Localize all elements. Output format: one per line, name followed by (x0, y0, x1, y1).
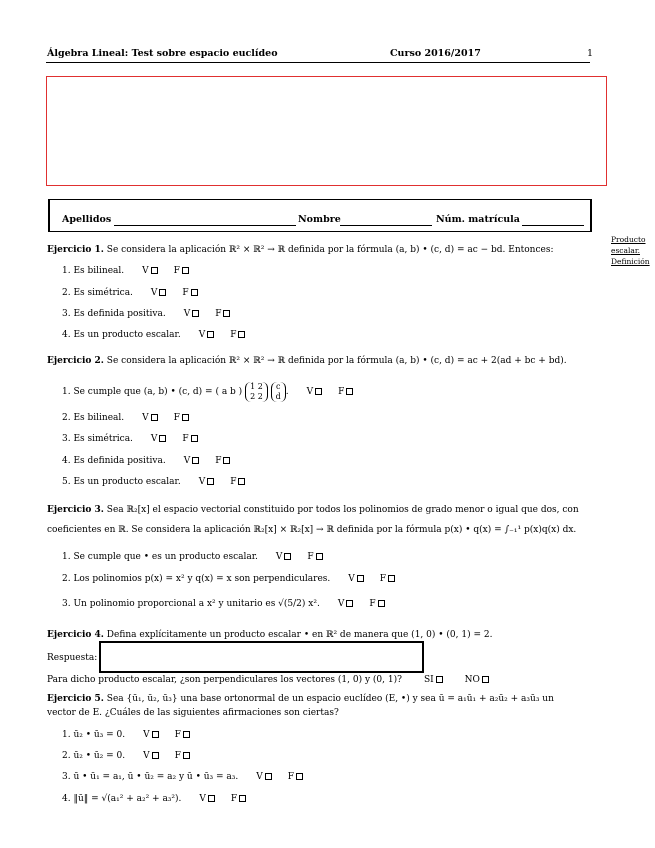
checkbox-true[interactable] (207, 478, 214, 485)
answer-input[interactable] (99, 641, 424, 673)
ex3-title: Ejercicio 3. (47, 505, 104, 515)
ex3-item-2: 2. Los polinomios p(x) = x² y q(x) = x son perpendiculares. V F (62, 574, 395, 584)
ex1-item-4: 4. Es un producto escalar. V F (62, 330, 245, 340)
checkbox-true[interactable] (192, 310, 199, 317)
checkbox-true[interactable] (159, 289, 166, 296)
checkbox-false[interactable] (239, 795, 246, 802)
ex5-item-1: 1. ū₂ • ū₃ = 0. V F (62, 730, 190, 740)
checkbox-false[interactable] (388, 575, 395, 582)
surname-field[interactable] (114, 225, 296, 226)
ex3-text-1: Sea ℝ₂[x] el espacio vectorial constituido por todos los polinomios de grado menor o igual que dos, con (106, 505, 579, 515)
ex4-question: Para dicho producto escalar, ¿son perpendiculares los vectores (1, 0) y (0, 1)? SI NO (47, 675, 489, 685)
ex2-item-4: 4. Es definida positiva. V F (62, 456, 230, 466)
ex1-title: Ejercicio 1. (47, 245, 104, 255)
margin-note-3[interactable]: Definición (611, 257, 650, 266)
header-rule (46, 62, 590, 63)
checkbox-true[interactable] (208, 795, 215, 802)
ex4-text: Defina explícitamente un producto escalar • en ℝ² de manera que (1, 0) • (0, 1) = 2. (106, 630, 493, 640)
ex5-item-3: 3. ū • ū₁ = a₁, ū • ū₂ = a₂ y ū • ū₃ = a₃. V F (62, 772, 303, 782)
name-field[interactable] (340, 225, 432, 226)
student-id-box (48, 199, 592, 232)
ex1-text: Se considera la aplicación ℝ² × ℝ² → ℝ definida por la fórmula (a, b) • (c, d) = ac − bd. Entonces: (106, 245, 554, 255)
checkbox-true[interactable] (159, 435, 166, 442)
checkbox-false[interactable] (296, 773, 303, 780)
header-title: Álgebra Lineal: Test sobre espacio euclídeo (47, 48, 278, 59)
checkbox-true[interactable] (357, 575, 364, 582)
checkbox-no[interactable] (482, 676, 489, 683)
checkbox-true[interactable] (315, 388, 322, 395)
ex5-item-4: 4. ‖ū‖ = √(a₁² + a₂² + a₃²). V F (62, 794, 246, 804)
checkbox-false[interactable] (182, 267, 189, 274)
margin-note-2[interactable]: escalar. (611, 246, 640, 255)
id-number-label: Núm. matrícula (436, 214, 520, 225)
ex3-text-2: coeficientes en ℝ. Se considera la aplicación ℝ₂[x] × ℝ₂[x] → ℝ definida por la fórmula p(x) • q(x) = ∫₋₁¹ p(x)q(x) dx. (47, 525, 577, 535)
checkbox-false[interactable] (191, 435, 198, 442)
ex5-item-2: 2. ū₂ • ū₂ = 0. V F (62, 751, 190, 761)
surname-label: Apellidos (62, 214, 112, 225)
ex4-statement (47, 630, 492, 640)
ex5-statement (47, 694, 554, 704)
id-number-field[interactable] (522, 225, 584, 226)
checkbox-true[interactable] (207, 331, 214, 338)
ex1-item-3: 3. Es definida positiva. V F (62, 309, 230, 319)
stamp-area (46, 76, 607, 186)
ex5-text-2: vector de E. ¿Cuáles de las siguientes afirmaciones son ciertas? (47, 708, 339, 718)
checkbox-false[interactable] (238, 478, 245, 485)
name-label: Nombre (298, 214, 341, 225)
checkbox-yes[interactable] (436, 676, 443, 683)
ex2-text: Se considera la aplicación ℝ² × ℝ² → ℝ definida por la fórmula (a, b) • (c, d) = ac + 2(ad + bc + bd). (106, 356, 567, 366)
ex1-item-2: 2. Es simétrica. V F (62, 288, 198, 298)
ex5-title: Ejercicio 5. (47, 694, 104, 704)
checkbox-true[interactable] (192, 457, 199, 464)
answer-label: Respuesta: (47, 653, 98, 663)
ex2-item-5: 5. Es un producto escalar. V F (62, 477, 245, 487)
checkbox-true[interactable] (152, 731, 159, 738)
checkbox-false[interactable] (316, 553, 323, 560)
header-course: Curso 2016/2017 (390, 48, 481, 59)
checkbox-true[interactable] (151, 267, 158, 274)
ex1-statement (47, 245, 553, 255)
checkbox-false[interactable] (183, 752, 190, 759)
ex2-item-1: 1. Se cumple que (a, b) • (c, d) = ( a b ) 1 2 2 2 c d . V F (62, 382, 353, 402)
ex5-text-1: Sea {ū₁, ū₂, ū₃} una base ortonormal de un espacio euclídeo (E, •) y sea ū = a₁ū₁ + a₂ū₂ + a₃ū₃ un (106, 694, 554, 704)
ex3-item-3: 3. Un polinomio proporcional a x² y unitario es √(5/2) x². V F (62, 599, 385, 609)
ex1-item-1: 1. Es bilineal. V F (62, 266, 189, 276)
checkbox-true[interactable] (152, 752, 159, 759)
checkbox-false[interactable] (183, 731, 190, 738)
margin-note-1[interactable]: Producto (611, 235, 646, 244)
checkbox-false[interactable] (378, 600, 385, 607)
ex2-statement (47, 356, 567, 366)
ex2-item-2: 2. Es bilineal. V F (62, 413, 189, 423)
checkbox-true[interactable] (265, 773, 272, 780)
column-vector: c d (271, 382, 286, 402)
ex4-title: Ejercicio 4. (47, 630, 104, 640)
ex2-title: Ejercicio 2. (47, 356, 104, 366)
checkbox-true[interactable] (346, 600, 353, 607)
ex2-item-3: 3. Es simétrica. V F (62, 434, 198, 444)
checkbox-true[interactable] (284, 553, 291, 560)
checkbox-false[interactable] (223, 310, 230, 317)
page-number: 1 (587, 48, 594, 59)
ex3-item-1: 1. Se cumple que • es un producto escalar. V F (62, 552, 323, 562)
checkbox-false[interactable] (191, 289, 198, 296)
checkbox-true[interactable] (151, 414, 158, 421)
checkbox-false[interactable] (346, 388, 353, 395)
matrix: 1 2 2 2 (245, 382, 268, 402)
checkbox-false[interactable] (238, 331, 245, 338)
ex3-statement (47, 505, 579, 515)
checkbox-false[interactable] (223, 457, 230, 464)
checkbox-false[interactable] (182, 414, 189, 421)
